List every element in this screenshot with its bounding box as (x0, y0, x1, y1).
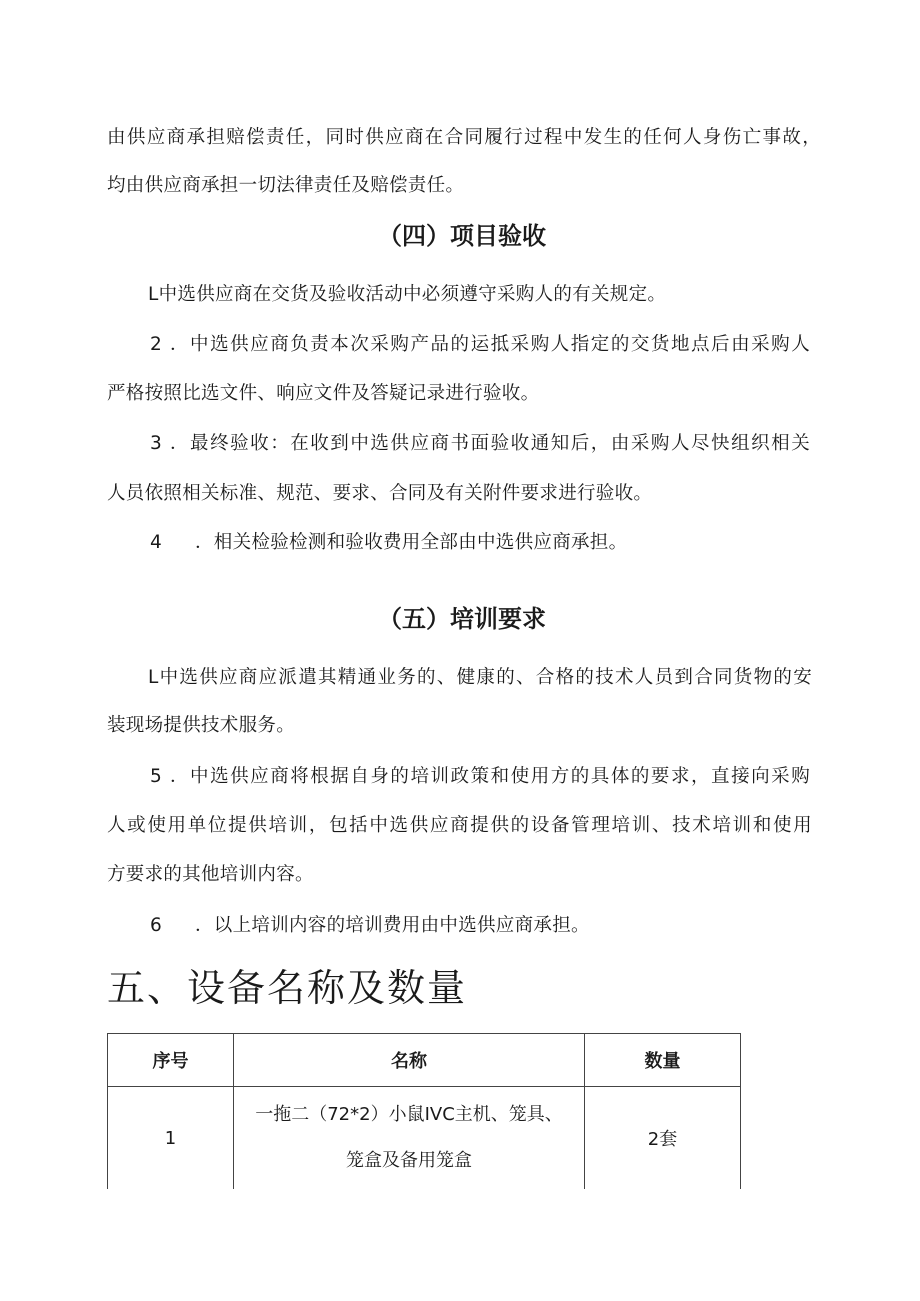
list-item: ．中选供应商将根据自身的培训政策和使用方的具体的要求，直接向采购 (170, 766, 810, 787)
list-item: ．相关检验检测和验收费用全部由中选供应商承担。 (195, 532, 628, 553)
list-item-number: 3 (150, 433, 162, 454)
list-item-number: 5 (150, 766, 162, 787)
table-row (108, 1087, 741, 1190)
column-header-quantity: 数量 (585, 1034, 741, 1087)
list-item-number: 4 (150, 532, 162, 553)
list-item: L中选供应商在交货及验收活动中必须遵守采购人的有关规定。 (148, 284, 667, 305)
cell-name (234, 1087, 585, 1190)
list-item-continuation: 严格按照比选文件、响应文件及答疑记录进行验收。 (107, 383, 540, 404)
list-item-number: 2 (150, 334, 162, 355)
table-header-row (108, 1034, 741, 1087)
list-item: ．最终验收：在收到中选供应商书面验收通知后，由采购人尽快组织相关 (170, 433, 810, 454)
list-item-continuation: 方要求的其他培训内容。 (107, 864, 314, 885)
cell-index: 1 (108, 1087, 234, 1190)
list-item-continuation: 人员依照相关标准、规范、要求、合同及有关附件要求进行验收。 (107, 483, 653, 504)
list-item: ．中选供应商负责本次采购产品的运抵采购人指定的交货地点后由采购人 (170, 334, 810, 355)
chapter-title: 五、设备名称及数量 (107, 966, 468, 1010)
list-item-number: 6 (150, 915, 162, 936)
column-header-name: 名称 (234, 1034, 585, 1087)
list-item-continuation: 装现场提供技术服务。 (107, 715, 296, 736)
section-heading-training: （五）培训要求 (378, 605, 546, 633)
cell-quantity: 2套 (585, 1087, 741, 1190)
column-header-index: 序号 (108, 1034, 234, 1087)
equipment-table (107, 1033, 741, 1189)
paragraph-line: 均由供应商承担一切法律责任及赔偿责任。 (107, 175, 465, 196)
cell-name-line: 笼盒及备用笼盒 (346, 1150, 472, 1171)
list-item: ．以上培训内容的培训费用由中选供应商承担。 (195, 915, 590, 936)
cell-name-line: 一拖二（72*2）小鼠IVC主机、笼具、 (255, 1104, 563, 1125)
paragraph-line: 由供应商承担赔偿责任，同时供应商在合同履行过程中发生的任何人身伤亡事故， (107, 127, 821, 148)
section-heading-acceptance: （四）项目验收 (378, 222, 546, 250)
list-item-continuation: 人或使用单位提供培训，包括中选供应商提供的设备管理培训、技术培训和使用 (107, 815, 812, 836)
list-item: L中选供应商应派遣其精通业务的、健康的、合格的技术人员到合同货物的安 (148, 667, 812, 688)
